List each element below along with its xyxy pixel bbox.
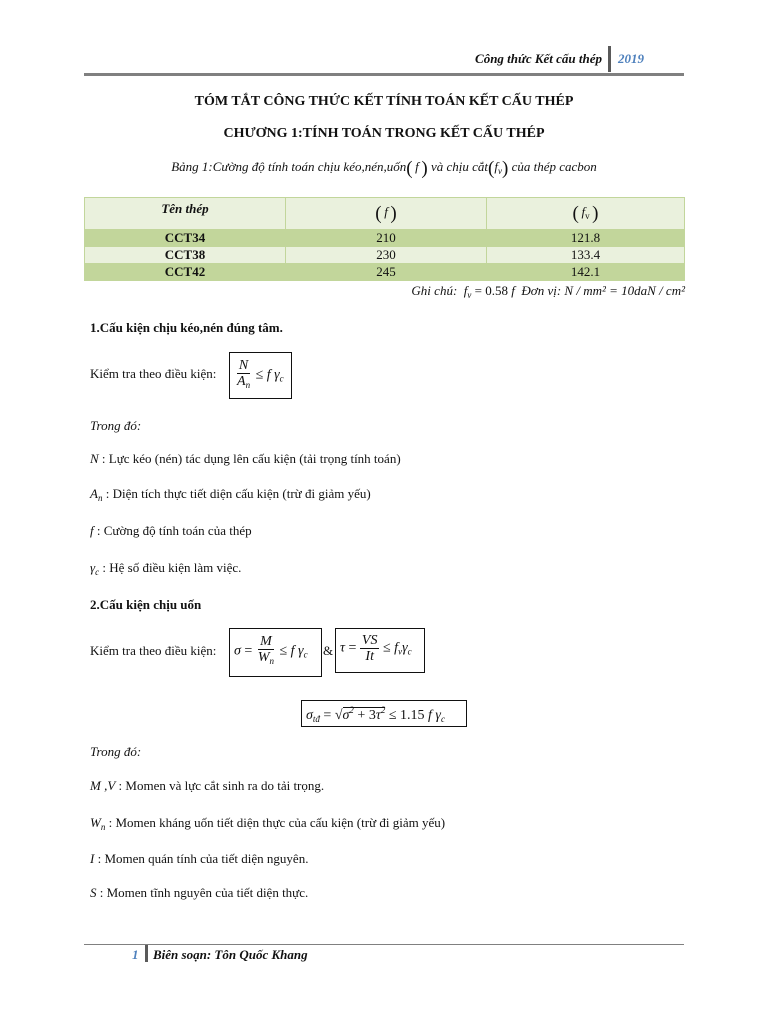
col-header-fv: ( $f_v$ ) xyxy=(487,198,685,230)
steel-fv: 133.4 xyxy=(487,247,685,264)
section-1-title: 1.Cấu kiện chịu kéo,nén đúng tâm. xyxy=(90,320,283,335)
def-symbol: W xyxy=(90,815,101,830)
footer-divider xyxy=(145,945,148,962)
steel-f: 210 xyxy=(286,230,487,247)
steel-f: 230 xyxy=(286,247,487,264)
def-symbol: A xyxy=(90,486,98,501)
def-item xyxy=(90,523,252,539)
def-item xyxy=(90,851,308,867)
header-rule xyxy=(84,73,684,76)
note-label: Ghi chú: xyxy=(411,283,458,298)
table-row xyxy=(85,230,685,247)
steel-fv: 121.8 xyxy=(487,230,685,247)
section-1-where: Trong đó: xyxy=(90,418,142,433)
formula-shear-stress: τ = $\frac{VS}{It}$ ≤ $f_v\gamma_c$ xyxy=(335,628,425,673)
section-2-title: 2.Cấu kiện chịu uốn xyxy=(90,597,202,612)
caption-middle: và chịu cắt xyxy=(430,159,489,174)
def-text: : Hệ số điều kiện làm việc. xyxy=(102,560,242,575)
chapter-title: CHƯƠNG 1:TÍNH TOÁN TRONG KẾT CẤU THÉP xyxy=(223,126,545,141)
def-symbol: γ xyxy=(90,560,96,575)
table-row xyxy=(85,247,685,264)
def-text: : Momen và lực cắt sinh ra do tải trọng. xyxy=(118,778,325,793)
header-year: 2019 xyxy=(618,51,644,66)
def-text: : Momen kháng uốn tiết diện thực của cấu kiện (trừ đi giảm yếu) xyxy=(108,815,446,830)
formula-equivalent-stress: $\sigma_{tđ} = √\sigma^2 + 3\tau^2 \le 1.15$ f $\gamma_c$ xyxy=(301,700,467,727)
header-title: Công thức Kết cấu thép xyxy=(475,51,602,66)
table-row xyxy=(85,264,685,281)
def-symbol: I xyxy=(90,851,95,866)
def-item xyxy=(90,778,324,794)
def-item xyxy=(90,885,308,901)
def-text: : Diện tích thực tiết diện cấu kiện (trừ đi giảm yếu) xyxy=(105,486,371,501)
def-symbol: f xyxy=(90,523,94,538)
col-fv-symbol: f xyxy=(581,203,586,219)
def-symbol: M ,V xyxy=(90,778,116,793)
steel-f: 245 xyxy=(286,264,487,281)
steel-name: CCT42 xyxy=(85,264,286,281)
steel-strength-table xyxy=(84,197,685,281)
table-header-row xyxy=(85,198,685,230)
steel-name: CCT34 xyxy=(85,230,286,247)
col-f-symbol: f xyxy=(384,203,388,219)
def-item: $W_n$ : Momen kháng uốn tiết diện thực của cấu kiện (trừ đi giảm yếu) xyxy=(90,815,446,832)
def-text: : Momen tĩnh nguyên của tiết diện thực. xyxy=(99,885,309,900)
section-2-check-label: Kiểm tra theo điều kiện: xyxy=(90,643,217,658)
table-note: Ghi chú: $f_v = 0.58$ f Đơn vị: N / mm² = 10daN / cm² xyxy=(411,283,685,300)
caption-prefix: Bảng 1:Cường độ tính toán chịu kéo,nén,uốn xyxy=(171,159,407,174)
page-number: 1 xyxy=(132,947,139,962)
def-text: : Cường độ tính toán của thép xyxy=(96,523,252,538)
formula-bending-stress: σ = $\frac{M}{W_n}$ ≤ f $\gamma_c$ xyxy=(229,628,322,677)
def-item: $\gamma_c$ : Hệ số điều kiện làm việc. xyxy=(90,560,242,577)
col-fv-subscript: v xyxy=(585,210,590,221)
def-item xyxy=(90,451,401,467)
note-unit-formula: N / mm² = 10daN / cm² xyxy=(564,283,685,298)
note-formula: = 0.58 xyxy=(474,283,508,298)
steel-fv: 142.1 xyxy=(487,264,685,281)
footer-author: Biên soạn: Tôn Quốc Khang xyxy=(153,947,308,962)
footer-rule xyxy=(84,944,684,945)
note-unit-label: Đơn vị: xyxy=(521,283,562,298)
def-symbol: S xyxy=(90,885,97,900)
table-caption: Bảng 1:Cường độ tính toán chịu kéo,nén,uốn( f ) và chịu $cắt(f_v)$ của thép cacbon xyxy=(171,158,597,179)
header-divider xyxy=(608,46,611,72)
document-title: TÓM TẮT CÔNG THỨC KẾT TÍNH TOÁN KẾT CẤU THÉP xyxy=(194,94,574,109)
def-text: : Lực kéo (nén) tác dụng lên cấu kiện (tải trọng tính toán) xyxy=(101,451,401,466)
def-text: : Momen quán tính của tiết diện nguyên. xyxy=(97,851,309,866)
section-2-where: Trong đó: xyxy=(90,744,142,759)
section-1-check-label: Kiểm tra theo điều kiện: xyxy=(90,366,217,381)
col-header-f: ( f ) xyxy=(286,198,487,230)
col-header-name: Tên thép xyxy=(85,198,286,230)
steel-name: CCT38 xyxy=(85,247,286,264)
caption-suffix: của thép cacbon xyxy=(511,159,597,174)
formula-axial: $\frac{N}{A_n}$ ≤ f $\gamma_c$ xyxy=(229,352,292,399)
def-symbol: N xyxy=(90,451,99,466)
and-symbol: & xyxy=(323,643,334,658)
def-item: $A_n$ : Diện tích thực tiết diện cấu kiện (trừ đi giảm yếu) xyxy=(90,486,371,503)
